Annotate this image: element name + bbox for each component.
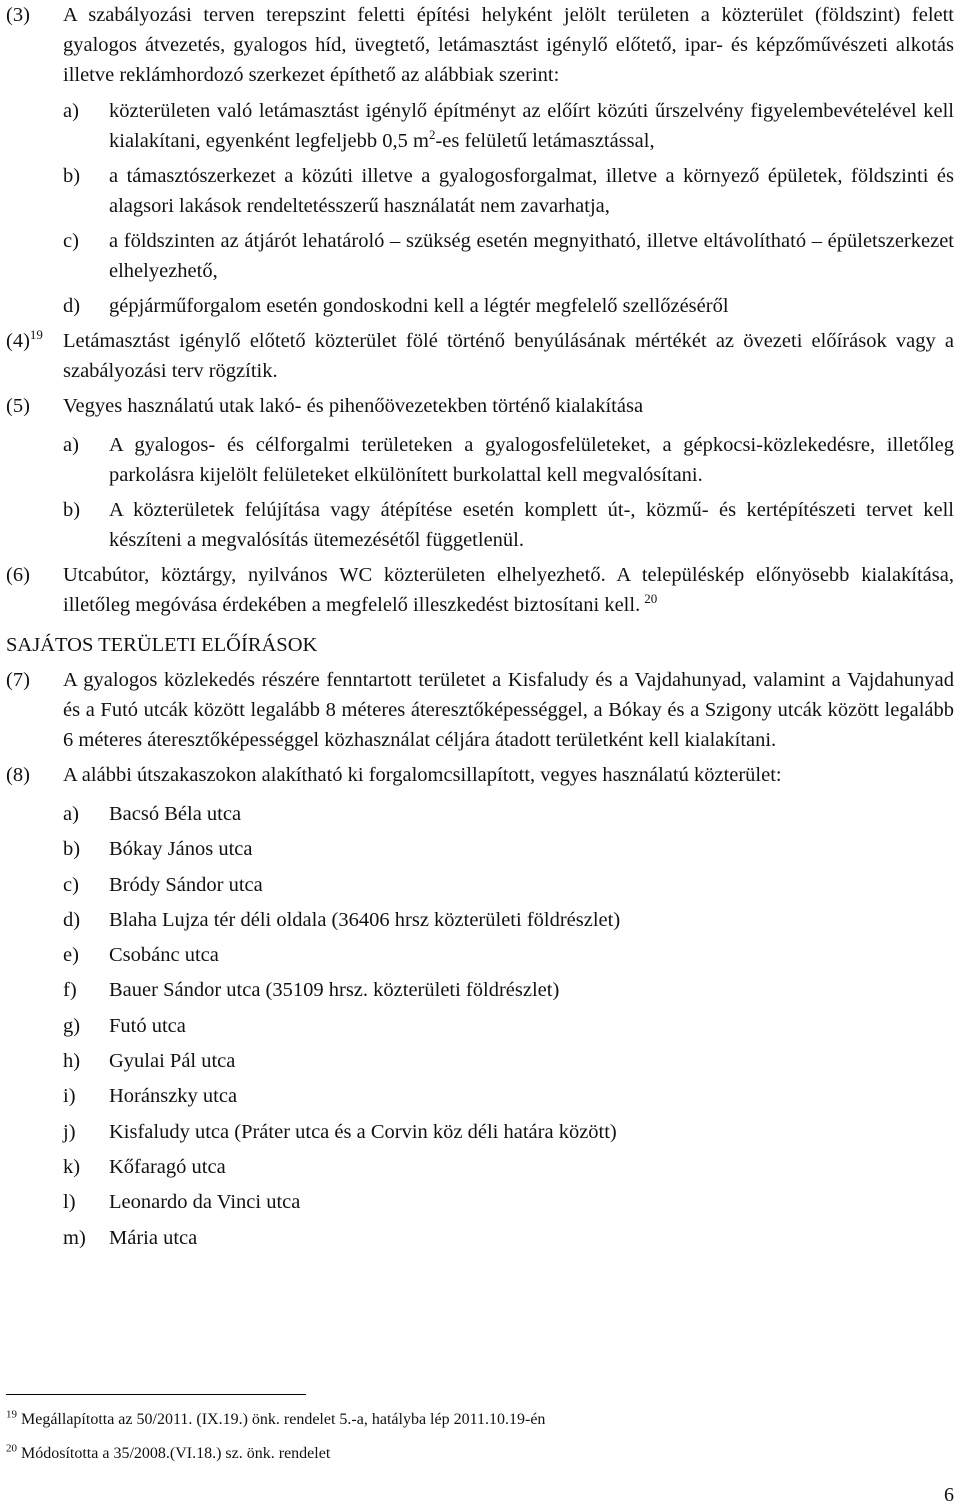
footnote-number: 19: [6, 1408, 17, 1421]
list-item: b) Bókay János utca: [63, 838, 253, 861]
list-item: h) Gyulai Pál utca: [63, 1050, 236, 1073]
item-label: c): [63, 230, 79, 252]
list-item: [0, 495, 960, 555]
item-text: A gyalogos- és célforgalmi területeken a gyalogosfelületeket, a gépkocsi-közlekedésre, illetőleg parkolásra kijelölt felületeket elkülönített burkolattal kell megvalósítani.: [109, 434, 954, 486]
paragraph-text: Utcabútor, köztárgy, nyilvános WC közterületen elhelyezhető. A településkép előnyösebb kialakítása, illetőleg megóvása érdekében a megfelelő illeszkedést biztosítani kell.: [63, 564, 954, 616]
list-item: c) Bródy Sándor utca: [63, 873, 263, 896]
list-item: k) Kőfaragó utca: [63, 1155, 226, 1178]
list-item: d) Blaha Lujza tér déli oldala (36406 hrsz közterületi földrészlet): [63, 908, 621, 931]
list-item: [0, 96, 960, 156]
item-label: b): [63, 165, 81, 187]
list-item: [0, 226, 960, 286]
list-item: a) Bacsó Béla utca: [63, 803, 242, 825]
page-number: 6: [944, 1484, 954, 1506]
item-text: A közterületek felújítása vagy átépítése esetén komplett út-, közmű- és kertépítészeti tervet kell készíteni a megvalósítás ütemezésétől függetlenül.: [109, 499, 954, 551]
item-label: a): [63, 100, 79, 122]
paragraph-4: [0, 326, 960, 386]
street-list: [0, 797, 960, 1256]
list-item: j) Kisfaludy utca (Práter utca és a Corvin köz déli határa között): [63, 1120, 617, 1143]
superscript: 2: [428, 127, 436, 143]
list-item: [0, 291, 960, 321]
paragraph-number: (5): [6, 395, 30, 417]
footnote-ref: 19: [29, 327, 43, 343]
paragraph-text: Vegyes használatú utak lakó- és pihenőövezetekben történő kialakítása: [63, 395, 644, 417]
paragraph-7: [0, 665, 960, 755]
paragraph-5: [0, 391, 960, 421]
item-label: b): [63, 499, 81, 521]
list-item: l) Leonardo da Vinci utca: [63, 1191, 301, 1214]
footnote-text: Módosította a 35/2008.(VI.18.) sz. önk. rendelet: [21, 1445, 331, 1462]
item-text: a földszinten az átjárót lehatároló – szükség esetén megnyitható, illetve eltávolítható – épületszerkezet elhelyezhető,: [109, 230, 954, 282]
paragraph-number: (3): [6, 4, 30, 26]
paragraph-text: Letámasztást igénylő előtető közterület fölé történő benyúlásának mértékét az övezeti előírások vagy a szabályozási terv rögzítik.: [63, 330, 954, 382]
item-text: gépjárműforgalom esetén gondoskodni kell a légtér megfelelő szellőzéséről: [109, 295, 729, 317]
footnote-text: Megállapította az 50/2011. (IX.19.) önk. rendelet 5.-a, hatályba lép 2011.10.19-én: [21, 1411, 546, 1428]
paragraph-6: [0, 560, 960, 620]
paragraph-number: (7): [6, 669, 30, 691]
list-item: m) Mária utca: [63, 1226, 198, 1249]
paragraph-number: $(4)^{19}$: [6, 327, 43, 352]
item-text: a támasztószerkezet a közúti illetve a gyalogosforgalmat, illetve a környező épületek, földszinti és alagsori lakások rendeltetésszerű használatát nem zavarhatja,: [109, 165, 954, 217]
paragraph-text: A szabályozási terven terepszint feletti építési helyként jelölt területen a közterület (földszint) felett gyalogos átvezetés, gyalogos híd, üvegtető, letámasztást igénylő előtető, ipar- és képzőművészeti alkotás illetve reklámhordozó szerkezet építhető az alábbiak szerint:: [63, 4, 954, 86]
footnote: [6, 1444, 330, 1464]
item-label: d): [63, 295, 81, 317]
footnote: [6, 1410, 545, 1430]
footnote-separator: [6, 1394, 306, 1395]
item-text: -es felületű letámasztással,: [435, 130, 655, 152]
paragraph-3: [0, 0, 960, 90]
list-item: [0, 430, 960, 490]
paragraph-text: A gyalogos közlekedés részére fenntartott területet a Kisfaludy és a Vajdahunyad, valamint a Vajdahunyad és a Futó utcák között legalább 8 méteres áteresztőképességgel, a Bókay és a Szigony utcák között legalább 6 méteres áteresztőképességgel közhasználat céljára átadott területként kell kialakítani.: [63, 669, 954, 751]
section-heading: SAJÁTOS TERÜLETI ELŐÍRÁSOK: [6, 634, 318, 656]
paragraph-text: A alábbi útszakaszokon alakítható ki forgalomcsillapított, vegyes használatú közterület:: [63, 764, 782, 786]
item-label: a): [63, 434, 79, 456]
list-item: i) Horánszky utca: [63, 1085, 238, 1108]
paragraph-number: (8): [6, 764, 30, 786]
footnote-ref: 20: [644, 591, 658, 607]
list-item: f) Bauer Sándor utca (35109 hrsz. közterületi földrészlet): [63, 979, 560, 1002]
list-item: g) Futó utca: [63, 1014, 186, 1037]
paragraph-8: [0, 760, 960, 790]
footnote-number: 20: [6, 1442, 17, 1455]
item-text: közterületen való letámasztást igénylő építményt az előírt közúti űrszelvény figyelembevételével kell kialakítani, egyenként legfeljebb 0,5 m: [109, 100, 954, 152]
paragraph-number: (6): [6, 564, 30, 586]
list-item: e) Csobánc utca: [63, 944, 219, 967]
list-item: [0, 161, 960, 221]
